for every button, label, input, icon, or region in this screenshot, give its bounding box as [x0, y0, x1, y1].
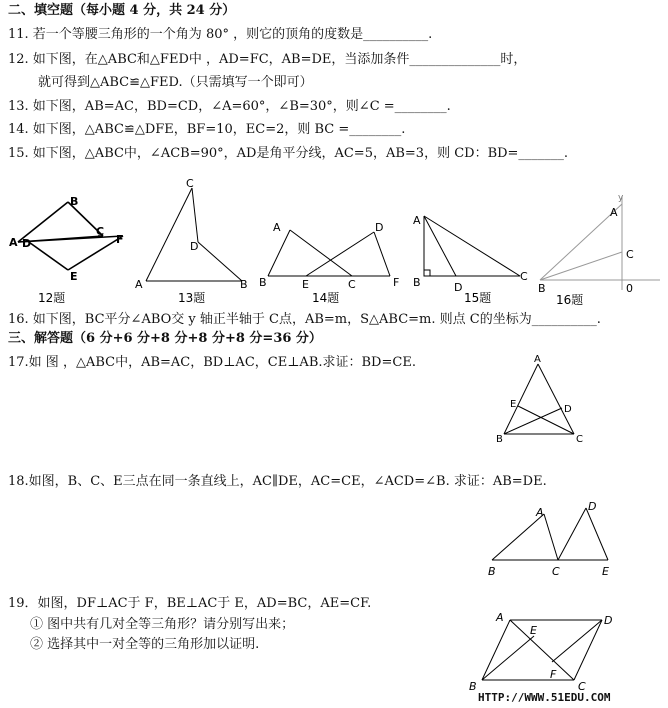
question-17: 17.如 图 ，△ABC中，AB=AC，BD⊥AC，CE⊥AB.求证：BD=CE.: [8, 355, 416, 370]
f18-label-d: D: [588, 500, 597, 513]
f13-label-d: D: [190, 240, 199, 253]
f17-label-a: A: [534, 354, 541, 365]
f16-label-c: C: [626, 248, 634, 261]
f13-label-a: A: [135, 278, 143, 291]
answer-section-title: 三、解答题（6 分+6 分+8 分+8 分+8 分=36 分）: [8, 331, 322, 346]
figure-19: [466, 606, 626, 692]
figure-12: [8, 190, 130, 308]
question-11: 11. 若一个等腰三角形的一个角为 80° ，则它的顶角的度数是__________.: [8, 27, 433, 42]
f12-label-a: A: [9, 236, 18, 249]
f15-caption: 15题: [464, 291, 492, 305]
figure-16: [536, 190, 664, 308]
f16-label-y: y: [618, 193, 624, 203]
f15-label-d: D: [454, 281, 463, 294]
f15-label-b: B: [413, 276, 421, 289]
f17-label-b: B: [496, 434, 503, 445]
question-15: 15. 如下图，△ABC中，∠ACB=90°，AD是角平分线，AC=5，AB=3，则 CD：BD=_______.: [8, 146, 569, 161]
f17-label-c: C: [576, 434, 583, 445]
f19-label-b: B: [469, 680, 477, 692]
question-12-line2: 就可得到△ABC≌△FED.（只需填写一个即可）: [38, 75, 313, 90]
f12-label-d: D: [22, 237, 32, 250]
f19-label-e: E: [530, 624, 537, 637]
question-19-part1: ① 图中共有几对全等三角形？请分别写出来；: [30, 617, 295, 632]
f18-label-c: C: [552, 565, 560, 578]
f13-label-c: C: [186, 177, 194, 190]
f16-caption: 16题: [556, 293, 584, 307]
f16-label-a: A: [610, 206, 618, 219]
figure-14: [258, 214, 408, 308]
question-12-line1: 12. 如下图，在△ABC和△FED中 ，AD=FC，AB=DE，当添加条件______________时，: [8, 52, 527, 67]
f16-label-o: 0: [626, 282, 633, 295]
f17-label-e: E: [510, 399, 517, 410]
f12-caption: 12题: [38, 291, 66, 305]
f14-label-a: A: [273, 221, 281, 234]
figure-17: [492, 352, 588, 446]
f12-label-e: E: [70, 270, 78, 283]
f18-label-b: B: [488, 565, 496, 578]
f14-label-c: C: [348, 278, 356, 291]
f19-label-d: D: [604, 614, 613, 627]
f14-label-d: D: [375, 221, 384, 234]
f17-label-d: D: [564, 404, 572, 415]
f18-label-a: A: [536, 506, 544, 519]
f18-label-e: E: [602, 565, 609, 578]
f12-label-f: F: [116, 233, 124, 246]
f13-caption: 13题: [178, 291, 206, 305]
f19-label-a: A: [496, 611, 504, 624]
f14-label-e: E: [302, 278, 309, 291]
f12-label-c: C: [96, 225, 105, 238]
f14-label-b: B: [259, 276, 267, 289]
question-16: 16. 如下图，BC平分∠ABO交 y 轴正半轴于 C点，AB=m，S△ABC=m. 则点 C的坐标为__________.: [8, 312, 601, 327]
figure-15: [408, 206, 536, 308]
figure-18: [482, 498, 616, 580]
f15-label-c: C: [520, 270, 528, 283]
f16-label-b: B: [538, 282, 546, 295]
question-18: 18.如图，B、C、E三点在同一条直线上，AC∥DE，AC=CE，∠ACD=∠B. 求证：AB=DE.: [8, 474, 547, 489]
f12-label-b: B: [70, 195, 79, 208]
f14-label-f: F: [393, 276, 400, 289]
f14-caption: 14题: [312, 291, 340, 305]
question-19-part2: ② 选择其中一对全等的三角形加以证明.: [30, 637, 260, 652]
question-19: 19．如图，DF⊥AC于 F，BE⊥AC于 E，AD=BC，AE=CF.: [8, 596, 372, 611]
question-14: 14. 如下图，△ABC≌△DFE，BF=10，EC=2，则 BC =________.: [8, 122, 406, 137]
f19-label-c: C: [578, 680, 586, 692]
figure-13: [132, 176, 256, 308]
question-13: 13. 如下图，AB=AC，BD=CD，∠A=60°，∠B=30°，则∠C =________.: [8, 99, 451, 114]
f13-label-b: B: [240, 278, 248, 291]
f19-label-f: F: [550, 668, 557, 681]
f15-label-a: A: [413, 214, 421, 227]
fill-section-title: 二、填空题（每小题 4 分，共 24 分）: [8, 3, 236, 18]
watermark-url: HTTP://WWW.51EDU.COM: [478, 691, 611, 704]
